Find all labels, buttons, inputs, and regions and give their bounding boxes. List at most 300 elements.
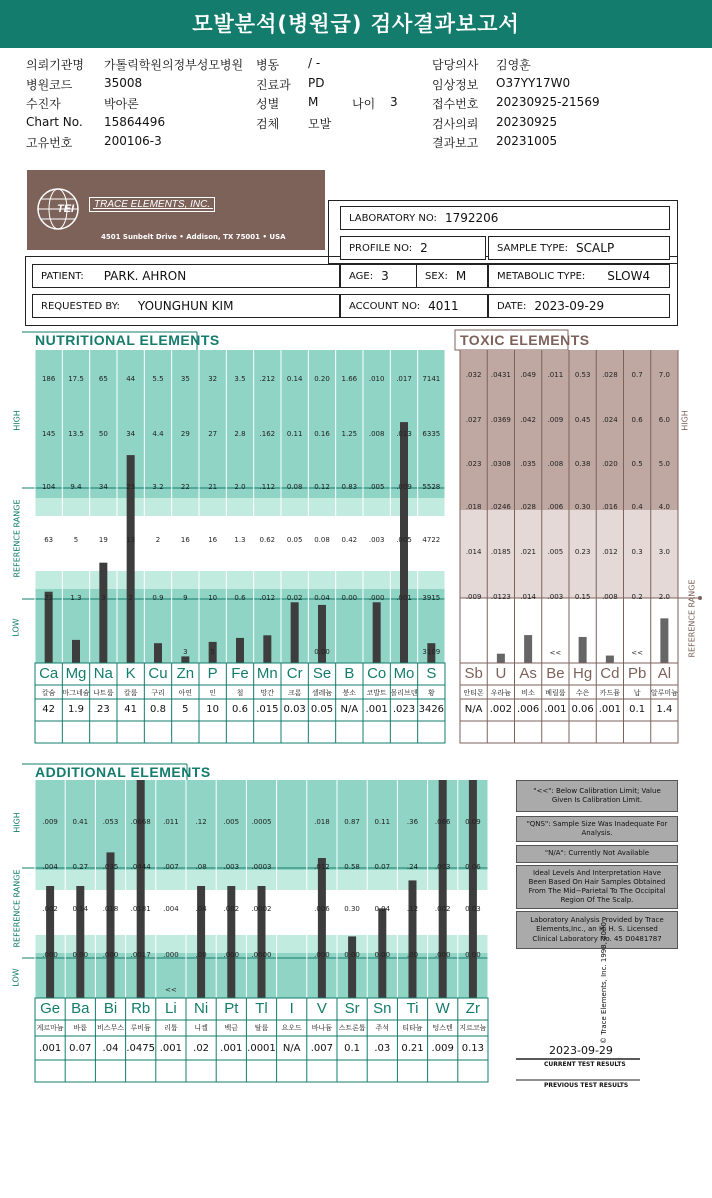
nutritional-tick: 0.08	[314, 536, 330, 544]
additional-value: 0.1	[344, 1043, 361, 1054]
metabolic-type-value: SLOW4	[607, 269, 651, 283]
lab-company: TRACE ELEMENTS, INC.	[89, 197, 215, 212]
legend-note-3: Ideal Levels And Interpretation Have Been Based On Hair Samples Obtained From The Mid−Parietal To The Occipital Region Of The Scalp.	[516, 865, 678, 909]
nutritional-tick: 5	[73, 536, 79, 544]
current-date: 2023-09-29	[549, 1044, 613, 1057]
info-age-label: 나이	[352, 97, 376, 111]
info-value-0: 가톨릭학원의정부성모병원	[104, 58, 244, 72]
toxic-tick: .011	[547, 371, 564, 379]
additional-bar-Tl	[258, 886, 266, 998]
nutritional-symbol: Cr	[286, 665, 303, 682]
additional-tick: .012	[314, 863, 330, 871]
nutritional-bar-Na	[99, 563, 107, 663]
additional-tick: .035	[102, 863, 119, 871]
info-label-3: Chart No.	[26, 115, 83, 129]
toxic-tick: .0123	[490, 593, 511, 601]
additional-korean: 바나듐	[311, 1024, 333, 1032]
toxic-tick: 6.0	[658, 416, 670, 424]
nutritional-tick: 29	[180, 430, 190, 438]
nutritional-value: 0.03	[283, 704, 306, 715]
additional-tick: 0.04	[374, 905, 391, 913]
nutritional-symbol: Co	[367, 665, 387, 682]
nutritional-value: 0.8	[150, 704, 166, 715]
nutritional-value: .015	[256, 704, 279, 715]
additional-tick: 0.00	[465, 951, 481, 959]
requested-by-value: YOUNGHUN KIM	[137, 299, 234, 313]
nutritional-tick: 104	[41, 483, 56, 491]
nutritional-bottom-tick: 0.00	[314, 648, 330, 656]
info-right-value-2: 20230925-21569	[496, 95, 600, 109]
nutritional-tick: 4722	[422, 536, 441, 544]
nutritional-tick: 16	[180, 536, 190, 544]
toxic-tick: 0.6	[631, 416, 643, 424]
nutritional-bar-Mn	[263, 635, 271, 663]
nutritional-tick: 0.12	[314, 483, 330, 491]
toxic-tick: 0.15	[574, 593, 591, 601]
additional-symbol: Zr	[465, 1000, 480, 1017]
info-right-value-3: 20230925	[496, 115, 558, 129]
toxic-korean: 카드뮴	[599, 689, 621, 697]
info-right-value-1: O37YY17W0	[496, 76, 571, 90]
additional-symbol: Ba	[71, 1000, 90, 1017]
account-no-label: ACCOUNT NO:	[349, 300, 421, 312]
toxic-title: TOXIC ELEMENTS	[460, 332, 590, 348]
additional-symbol: V	[316, 1000, 327, 1017]
requested-by-label: REQUESTED BY:	[41, 300, 120, 312]
additional-tick: .000	[102, 951, 119, 959]
additional-tick: .002	[42, 905, 58, 913]
nutritional-bottom-tick: 3109	[422, 648, 441, 656]
info-mid-value-2: M	[308, 95, 319, 109]
toxic-tick: 7.0	[658, 371, 670, 379]
profile-no-label: PROFILE NO:	[349, 242, 413, 254]
nutritional-tick: 145	[41, 430, 56, 438]
additional-value: .02	[193, 1043, 210, 1054]
additional-title: ADDITIONAL ELEMENTS	[35, 764, 211, 780]
nutritional-tick: 186	[41, 375, 56, 383]
nutritional-symbol: S	[426, 665, 437, 682]
legend-note-4: Laboratory Analysis Provided by Trace Elements,Inc., an H. H. S. Licensed Clinical Laboratory No. 45 D0481787	[516, 911, 678, 949]
nutritional-tick: 13	[126, 536, 136, 544]
nutritional-tick: 6335	[422, 430, 441, 438]
nutritional-tick: 22	[44, 594, 54, 602]
additional-bar-Sr	[348, 936, 356, 998]
account-no	[340, 294, 488, 318]
additional-tick: .011	[163, 818, 179, 826]
nutritional-bar-Ca	[45, 592, 53, 663]
toxic-symbol: Pb	[627, 665, 647, 682]
toxic-value: .002	[489, 704, 512, 715]
additional-tick: .04	[195, 905, 207, 913]
nutritional-tick: 10	[208, 594, 218, 602]
additional-tick: .0003	[251, 863, 272, 871]
sample-type	[488, 236, 670, 260]
additional-tick: .00	[195, 951, 207, 959]
nutritional-tick: 0.62	[259, 536, 276, 544]
additional-korean: 스트론튬	[338, 1024, 366, 1032]
additional-korean: 비스무스	[96, 1024, 125, 1032]
additional-value: 0.21	[401, 1043, 424, 1054]
toxic-tick: .005	[547, 548, 564, 556]
nutritional-tick: 0.00	[341, 594, 358, 602]
sex-box-label: SEX:	[425, 270, 448, 282]
toxic-value: 0.1	[629, 704, 646, 715]
toxic-tick: .014	[520, 593, 536, 601]
toxic-bar-Cd	[606, 656, 614, 663]
additional-symbol: Ni	[194, 1000, 209, 1017]
additional-tick: .00	[406, 951, 419, 959]
additional-value: .0001	[247, 1043, 276, 1054]
additional-value: 0.13	[461, 1043, 485, 1054]
toxic-tick: .021	[520, 548, 536, 556]
additional-tick: .0000	[251, 951, 272, 959]
additional-symbol: Bi	[103, 1000, 118, 1017]
nutritional-tick: 0.16	[314, 430, 330, 438]
additional-bar-V	[318, 858, 326, 998]
nutritional-symbol: Ca	[39, 665, 59, 682]
nutritional-band-0	[35, 350, 445, 498]
additional-tick: 0.07	[374, 863, 391, 871]
toxic-tick: 0.45	[574, 416, 591, 424]
nutritional-tick: 63	[44, 536, 54, 544]
additional-tick: .004	[163, 905, 179, 913]
nutritional-tick: 1.25	[341, 430, 358, 438]
nutritional-tick: 34	[98, 483, 108, 491]
toxic-tick: 3.0	[658, 548, 670, 556]
nutritional-tick: 3915	[422, 594, 441, 602]
additional-tick: .08	[195, 863, 207, 871]
info-label-1: 병원코드	[26, 78, 73, 92]
nutritional-tick: 9	[183, 594, 188, 602]
additional-tick: 0.09	[465, 818, 481, 826]
nutritional-korean: 황	[427, 689, 435, 697]
additional-value: .04	[102, 1043, 119, 1054]
additional-tick: .009	[42, 818, 58, 826]
toxic-tick: 0.2	[631, 593, 643, 601]
additional-tick: 0.00	[72, 951, 89, 959]
additional-tick: .0444	[130, 863, 151, 871]
nutritional-korean: 구리	[151, 689, 165, 697]
toxic-tick: 5.0	[658, 460, 670, 468]
sample-type-value: SCALP	[576, 241, 615, 255]
additional-tick: .005	[223, 818, 240, 826]
nutritional-bar-Mg	[72, 640, 80, 663]
additional-tick: .018	[102, 905, 119, 913]
nutritional-tick: 3.5	[234, 375, 246, 383]
additional-bar-Rb	[137, 780, 145, 998]
nutritional-bottom-tick: 5	[210, 648, 215, 656]
nutritional-korean: 철	[236, 689, 244, 697]
nutritional-tick: 3.2	[152, 483, 164, 491]
patient-name-value: PARK. AHRON	[103, 269, 187, 283]
legend-note-1: "QNS": Sample Size Was Inadequate For Analysis.	[516, 816, 678, 842]
additional-tick: 0.03	[465, 905, 481, 913]
laboratory-no-value: 1792206	[444, 211, 499, 225]
additional-korean: 텅스텐	[432, 1024, 453, 1032]
info-mid-label-0: 병동	[256, 58, 280, 72]
toxic-tick: .009	[547, 416, 564, 424]
nutritional-symbol: Se	[312, 665, 332, 682]
toxic-below-limit: <<	[549, 649, 562, 657]
nutritional-tick: .017	[396, 375, 412, 383]
additional-tick: 0.41	[72, 818, 89, 826]
nutritional-value: N/A	[340, 704, 359, 715]
toxic-tick: 0.5	[631, 460, 643, 468]
additional-tick: .0181	[130, 905, 151, 913]
date-box-value: 2023-09-29	[534, 299, 605, 313]
sex-box-value: M	[455, 269, 467, 283]
nutritional-tick: 2	[155, 536, 161, 544]
nutritional-value: 41	[124, 704, 138, 715]
sex-box	[416, 264, 488, 288]
nutritional-tick: .001	[396, 594, 412, 602]
additional-bar-Ti	[409, 880, 417, 998]
nutritional-tick: .010	[368, 375, 385, 383]
toxic-korean: 비소	[521, 689, 535, 697]
additional-korean: 지르코늄	[459, 1024, 487, 1032]
additional-ref-label: REFERENCE RANGE	[12, 869, 22, 948]
toxic-tick: .008	[547, 460, 564, 468]
info-label-4: 고유번호	[26, 136, 73, 150]
toxic-symbol: Cd	[600, 665, 620, 682]
additional-tick: .006	[314, 905, 330, 913]
nutritional-tick: 21	[208, 483, 218, 491]
additional-bar-W	[439, 780, 447, 998]
nutritional-symbol: Mn	[256, 665, 278, 682]
toxic-tick: 2.0	[658, 593, 670, 601]
sample-type-label: SAMPLE TYPE:	[497, 242, 569, 254]
nutritional-korean: 붕소	[342, 689, 357, 697]
toxic-tick: .008	[602, 593, 618, 601]
toxic-symbol: Al	[657, 665, 672, 682]
nutritional-symbol: Cu	[148, 665, 168, 682]
nutritional-value: 5	[182, 704, 189, 715]
toxic-tick: 0.30	[574, 503, 591, 511]
toxic-ref-label: REFERENCE RANGE	[687, 579, 697, 658]
age-box-value: 3	[381, 269, 389, 283]
nutritional-korean: 나트륨	[93, 689, 114, 697]
nutritional-tick: 2.0	[234, 483, 246, 491]
info-right-value-4: 20231005	[496, 134, 558, 148]
metabolic-type	[488, 264, 670, 288]
nutritional-tick: 0.04	[314, 594, 330, 602]
nutritional-tick: .112	[259, 483, 276, 491]
nutritional-bar-Cr	[291, 602, 299, 663]
toxic-tick: 0.53	[574, 371, 591, 379]
additional-bar-Bi	[107, 852, 115, 998]
toxic-tick: 0.7	[631, 371, 643, 379]
toxic-value: .001	[544, 704, 567, 715]
toxic-tick: 0.4	[631, 503, 643, 511]
logo-tei: TEI	[57, 203, 75, 215]
nutritional-ref-label: REFERENCE RANGE	[12, 499, 22, 578]
additional-tick: .003	[434, 863, 451, 871]
additional-value: 0.07	[69, 1043, 92, 1054]
nutritional-tick: .000	[368, 594, 385, 602]
nutritional-band-1	[35, 498, 445, 516]
additional-below-limit: <<	[165, 986, 177, 994]
additional-symbol: Ge	[40, 1000, 61, 1017]
nutritional-korean: 크롬	[287, 689, 302, 697]
additional-symbol: Rb	[131, 1000, 151, 1017]
nutritional-value: 10	[206, 704, 220, 715]
additional-korean: 백금	[224, 1024, 239, 1032]
nutritional-symbol: Na	[93, 665, 113, 682]
toxic-tick: .009	[465, 593, 482, 601]
legend-note-0: "<<": Below Calibration Limit; Value Given Is Calibration Limit.	[516, 780, 678, 812]
toxic-tick: .012	[602, 548, 618, 556]
previous-label: PREVIOUS TEST RESULTS	[544, 1082, 629, 1089]
additional-value: .009	[431, 1043, 454, 1054]
info-right-label-1: 임상정보	[432, 78, 479, 92]
toxic-korean: 베릴륨	[545, 689, 566, 697]
toxic-tick: 0.38	[574, 460, 591, 468]
nutritional-value: 23	[96, 704, 110, 715]
current-label: CURRENT TEST RESULTS	[544, 1061, 626, 1068]
nutritional-tick: .013	[396, 430, 412, 438]
additional-symbol: Pt	[224, 1000, 239, 1017]
additional-symbol: I	[289, 1000, 294, 1017]
toxic-tick: .028	[520, 503, 536, 511]
toxic-symbol: Hg	[573, 665, 593, 682]
nutritional-low-label: LOW	[11, 618, 21, 637]
additional-tick: 0.14	[72, 905, 89, 913]
toxic-korean: 알루미늄	[650, 689, 678, 697]
nutritional-tick: 16	[208, 536, 218, 544]
info-right-label-4: 결과보고	[432, 136, 479, 150]
nutritional-tick: 4.4	[152, 430, 164, 438]
nutritional-bar-Cu	[154, 643, 162, 663]
toxic-bar-U	[497, 654, 505, 663]
toxic-tick: .042	[520, 416, 536, 424]
requested-by	[32, 294, 340, 318]
info-right-value-0: 김영훈	[496, 58, 531, 72]
nutritional-symbol: Mg	[65, 665, 87, 682]
toxic-korean: 안티몬	[463, 689, 484, 697]
toxic-tick: .0369	[490, 416, 511, 424]
additional-bar-Pt	[227, 886, 235, 998]
nutritional-tick: 7141	[422, 375, 441, 383]
additional-tick: .24	[406, 863, 419, 871]
additional-tick: .004	[42, 863, 58, 871]
additional-tick: 0.58	[344, 863, 360, 871]
nutritional-korean: 칼슘	[41, 689, 56, 697]
nutritional-tick: 0.6	[234, 594, 246, 602]
additional-korean: 주석	[375, 1024, 390, 1032]
additional-korean: 바륨	[73, 1024, 88, 1032]
additional-tick: .0017	[130, 951, 151, 959]
additional-tick: .003	[223, 863, 240, 871]
lab-address: 4501 Sunbelt Drive • Addison, TX 75001 • USA	[101, 233, 286, 241]
copyright: © Trace Elements, Inc. 1998, 2000	[600, 922, 608, 1044]
nutritional-tick: 2.8	[234, 430, 246, 438]
nutritional-tick: .162	[259, 430, 276, 438]
nutritional-tick: 22	[180, 483, 190, 491]
legend-note-2: "N/A": Currently Not Available	[516, 845, 678, 863]
toxic-tick: .0246	[490, 503, 511, 511]
toxic-tick: .018	[465, 503, 482, 511]
profile-no	[340, 236, 486, 260]
toxic-value: 1.4	[656, 704, 673, 715]
toxic-tick: .049	[520, 371, 536, 379]
nutritional-tick: 17.5	[68, 375, 84, 383]
additional-tick: .000	[163, 951, 179, 959]
info-right-label-3: 검사의뢰	[432, 117, 479, 131]
nutritional-korean: 칼륨	[123, 689, 138, 697]
nutritional-tick: 65	[98, 375, 108, 383]
additional-tick: 0.06	[465, 863, 481, 871]
toxic-tick: 4.0	[658, 503, 670, 511]
additional-tick: .002	[434, 905, 451, 913]
info-mid-value-1: PD	[308, 76, 325, 90]
additional-value: N/A	[282, 1043, 301, 1054]
additional-tick: .36	[406, 818, 419, 826]
toxic-bar-Hg	[579, 637, 587, 663]
toxic-value: .001	[598, 704, 621, 715]
toxic-tick: .028	[602, 371, 618, 379]
nutritional-bottom-tick: 3	[183, 648, 188, 656]
report-title: 모발분석(병원급) 검사결과보고서	[0, 0, 712, 48]
additional-tick: .0002	[251, 905, 272, 913]
toxic-below-limit: <<	[631, 649, 643, 657]
nutritional-value: 3426	[418, 704, 445, 715]
additional-tick: .007	[163, 863, 179, 871]
laboratory-no	[340, 206, 670, 230]
nutritional-symbol: B	[344, 665, 355, 682]
info-mid-label-3: 검체	[256, 117, 280, 131]
additional-tick: .12	[406, 905, 419, 913]
toxic-tick: .032	[465, 371, 482, 379]
info-value-4: 200106-3	[104, 134, 162, 148]
nutritional-title: NUTRITIONAL ELEMENTS	[35, 332, 220, 348]
nutritional-korean: 셀레늄	[311, 689, 333, 697]
info-label-0: 의뢰기관명	[26, 58, 84, 72]
patient-name	[32, 264, 340, 288]
nutritional-tick: 2	[128, 594, 133, 602]
additional-korean: 니켈	[194, 1024, 208, 1032]
nutritional-symbol: P	[207, 665, 218, 682]
nutritional-tick: 13.5	[68, 430, 84, 438]
nutritional-bar-Zn	[181, 656, 189, 663]
info-age-value: 3	[390, 95, 398, 109]
toxic-korean: 납	[633, 689, 641, 697]
nutritional-tick: 19	[98, 536, 108, 544]
nutritional-tick: 5.5	[152, 375, 164, 383]
additional-tick: 0.11	[374, 818, 391, 826]
nutritional-tick: 1.3	[234, 536, 246, 544]
nutritional-tick: 0.11	[286, 430, 303, 438]
additional-value: .001	[220, 1043, 243, 1054]
additional-korean: 티타늄	[402, 1024, 423, 1032]
additional-symbol: Li	[165, 1000, 177, 1017]
toxic-tick: .035	[520, 460, 536, 468]
info-mid-label-2: 성별	[256, 97, 280, 111]
nutritional-symbol: Mo	[393, 665, 415, 682]
info-value-3: 15864496	[104, 115, 166, 129]
additional-bar-Ni	[197, 886, 205, 998]
additional-tick: 0.30	[344, 905, 360, 913]
nutritional-tick: .003	[368, 536, 385, 544]
additional-bar-Zr	[469, 780, 477, 998]
nutritional-korean: 마그네슘	[62, 689, 90, 697]
additional-bar-Ba	[76, 886, 84, 998]
additional-value: .007	[310, 1043, 334, 1054]
nutritional-tick: 1.3	[70, 594, 82, 602]
additional-high-label: HIGH	[12, 812, 22, 833]
nutritional-tick: 5528	[422, 483, 441, 491]
date-box	[488, 294, 670, 318]
additional-tick: 0.87	[344, 818, 360, 826]
